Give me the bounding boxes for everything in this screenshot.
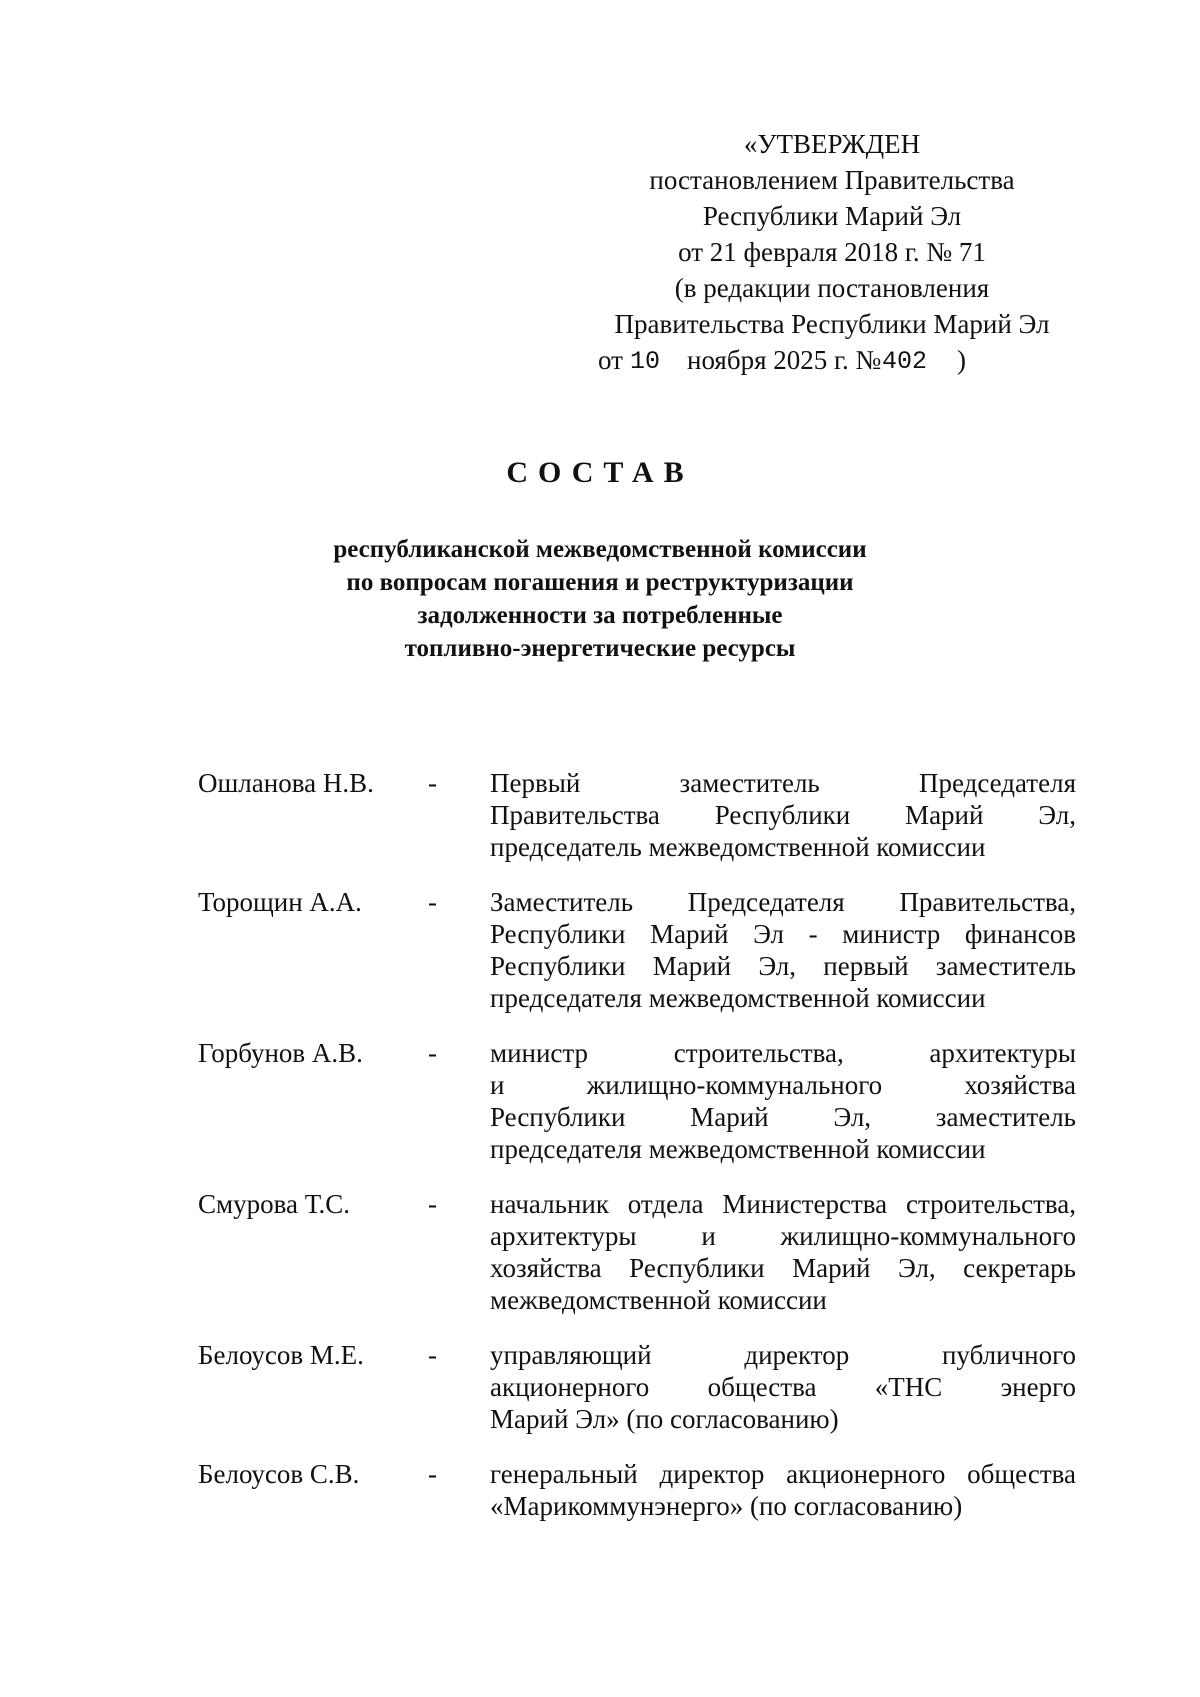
subtitle-line: топливно-энергетические ресурсы	[404, 635, 796, 662]
members-list	[198, 767, 1076, 1545]
role-line: министр строительства, архитектуры	[490, 1038, 1076, 1068]
member-row	[198, 767, 1076, 863]
member-dash: -	[428, 1038, 437, 1068]
member-role	[490, 1037, 1076, 1165]
amendment-day: 10	[630, 347, 661, 376]
member-name: Ошланова Н.В.	[198, 768, 374, 798]
role-line: Республики Марий Эл - министр финансов	[490, 919, 1076, 949]
member-role	[490, 886, 1076, 1014]
role-line: Правительства Республики Марий Эл,	[490, 800, 1076, 830]
amendment-date-line	[560, 342, 1104, 378]
document-subtitle	[0, 533, 1200, 665]
role-line: генеральный директор акционерного общества	[490, 1459, 1076, 1489]
approval-stamp	[560, 126, 1104, 378]
subtitle-line: по вопросам погашения и реструктуризации	[346, 569, 854, 596]
role-line: Республики Марий Эл, первый заместитель	[490, 951, 1076, 981]
approval-line: Правительства Республики Марий Эл	[614, 309, 1050, 339]
role-line: председателя межведомственной комиссии	[490, 1134, 986, 1164]
role-line: Марий Эл» (по согласованию)	[490, 1404, 839, 1434]
member-dash: -	[428, 1459, 437, 1489]
member-row	[198, 886, 1076, 1014]
approval-line: (в редакции постановления	[674, 273, 990, 303]
role-line: председателя межведомственной комиссии	[490, 983, 986, 1013]
member-row	[198, 1188, 1076, 1316]
amendment-prefix: от	[598, 345, 623, 375]
member-dash: -	[428, 887, 437, 917]
role-line: Первый заместитель Председателя	[490, 768, 1076, 798]
member-name: Белоусов М.Е.	[198, 1340, 364, 1370]
role-line: начальник отдела Министерства строительства,	[490, 1189, 1076, 1219]
role-line: архитектуры и жилищно-коммунального	[490, 1221, 1076, 1251]
role-line: и жилищно-коммунального хозяйства	[490, 1070, 1076, 1100]
amendment-number: 402	[882, 347, 928, 376]
role-line: акционерного общества «ТНС энерго	[490, 1372, 1076, 1402]
member-role	[490, 1188, 1076, 1316]
role-line: «Марикоммунэнерго» (по согласованию)	[490, 1491, 963, 1521]
approval-line: Республики Марий Эл	[702, 201, 962, 231]
amendment-month-year: ноября 2025 г. №	[687, 345, 882, 375]
role-line: Заместитель Председателя Правительства,	[490, 887, 1076, 917]
member-dash: -	[428, 1189, 437, 1219]
role-line: управляющий директор публичного	[490, 1340, 1076, 1370]
member-name: Белоусов С.В.	[198, 1459, 360, 1489]
amendment-suffix: )	[957, 345, 966, 375]
role-line: хозяйства Республики Марий Эл, секретарь	[490, 1253, 1076, 1283]
approval-line: «УТВЕРЖДЕН	[743, 129, 921, 159]
member-name: Смурова Т.С.	[198, 1189, 351, 1219]
member-row	[198, 1458, 1076, 1522]
role-line: председатель межведомственной комиссии	[490, 832, 986, 862]
member-row	[198, 1339, 1076, 1435]
member-dash: -	[428, 1340, 437, 1370]
subtitle-line: задолженности за потребленные	[417, 602, 783, 629]
member-role	[490, 1458, 1076, 1522]
member-role	[490, 767, 1076, 863]
member-name: Торощин А.А.	[198, 887, 362, 917]
role-line: Республики Марий Эл, заместитель	[490, 1102, 1076, 1132]
member-dash: -	[428, 768, 437, 798]
approval-line: от 21 февраля 2018 г. № 71	[678, 237, 986, 267]
approval-line: постановлением Правительства	[649, 165, 1015, 195]
member-row	[198, 1037, 1076, 1165]
role-line: межведомственной комиссии	[490, 1285, 827, 1315]
document-title: СОСТАВ	[506, 456, 694, 489]
subtitle-line: республиканской межведомственной комиссии	[333, 536, 867, 563]
member-name: Горбунов А.В.	[198, 1038, 363, 1068]
member-role	[490, 1339, 1076, 1435]
